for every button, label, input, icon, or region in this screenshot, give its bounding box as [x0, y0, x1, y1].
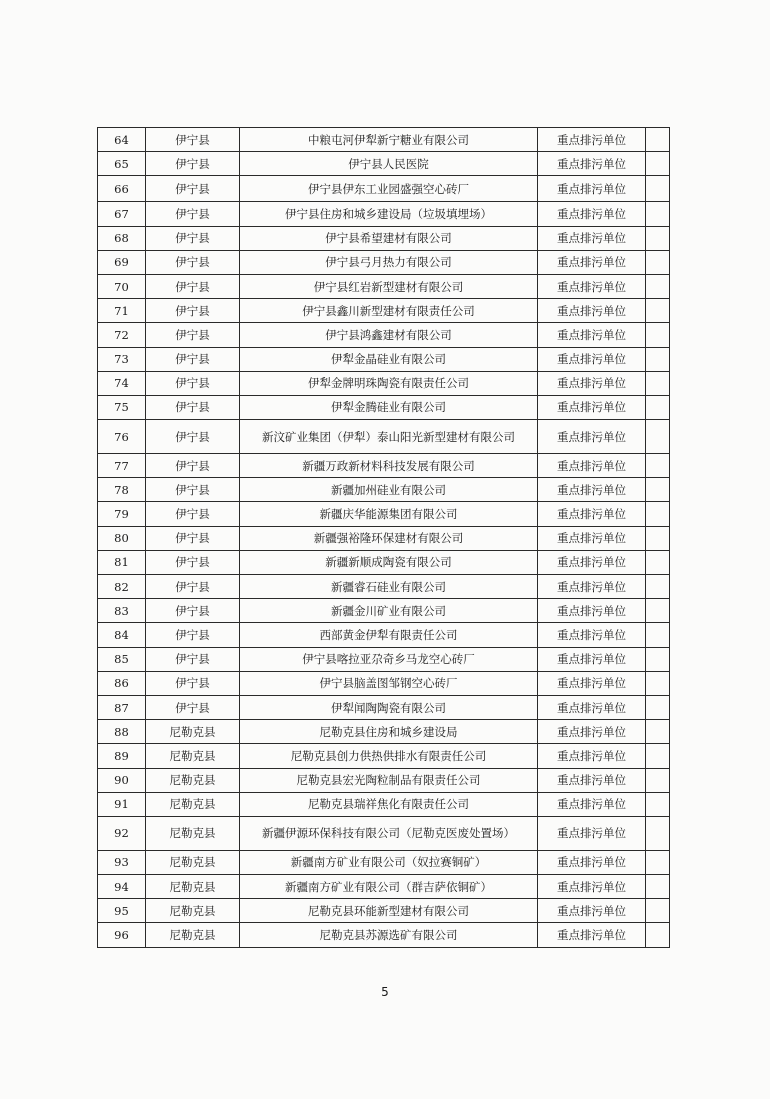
enterprise-name-cell: 新疆新顺成陶瓷有限公司 [240, 550, 538, 574]
county-cell: 伊宁县 [146, 250, 240, 274]
row-number-cell: 88 [98, 720, 146, 744]
enterprise-name-cell: 新疆南方矿业有限公司（奴拉赛铜矿） [240, 850, 538, 874]
row-number-cell: 89 [98, 744, 146, 768]
empty-cell [646, 347, 670, 371]
empty-cell [646, 526, 670, 550]
table-row [98, 202, 670, 226]
county-cell: 伊宁县 [146, 395, 240, 419]
table-row [98, 274, 670, 298]
category-cell: 重点排污单位 [538, 502, 646, 526]
row-number-cell: 81 [98, 550, 146, 574]
empty-cell [646, 128, 670, 152]
table-row [98, 454, 670, 478]
enterprise-name-cell: 伊犁金腾硅业有限公司 [240, 395, 538, 419]
empty-cell [646, 744, 670, 768]
table-row [98, 128, 670, 152]
county-cell: 伊宁县 [146, 526, 240, 550]
table-row [98, 923, 670, 947]
category-cell: 重点排污单位 [538, 720, 646, 744]
category-cell: 重点排污单位 [538, 176, 646, 202]
row-number-cell: 79 [98, 502, 146, 526]
table-row [98, 323, 670, 347]
county-cell: 伊宁县 [146, 371, 240, 395]
category-cell: 重点排污单位 [538, 575, 646, 599]
enterprise-name-cell: 新疆万政新材料科技发展有限公司 [240, 454, 538, 478]
county-cell: 伊宁县 [146, 128, 240, 152]
county-cell: 尼勒克县 [146, 875, 240, 899]
empty-cell [646, 768, 670, 792]
row-number-cell: 83 [98, 599, 146, 623]
empty-cell [646, 850, 670, 874]
county-cell: 尼勒克县 [146, 899, 240, 923]
county-cell: 尼勒克县 [146, 816, 240, 850]
enterprise-name-cell: 伊宁县红岩新型建材有限公司 [240, 274, 538, 298]
county-cell: 伊宁县 [146, 575, 240, 599]
empty-cell [646, 420, 670, 454]
table-row [98, 299, 670, 323]
row-number-cell: 69 [98, 250, 146, 274]
county-cell: 尼勒克县 [146, 850, 240, 874]
county-cell: 尼勒克县 [146, 923, 240, 947]
enterprise-name-cell: 新汶矿业集团（伊犁）泰山阳光新型建材有限公司 [240, 420, 538, 454]
enterprise-name-cell: 新疆南方矿业有限公司（群吉萨依铜矿） [240, 875, 538, 899]
category-cell: 重点排污单位 [538, 526, 646, 550]
empty-cell [646, 647, 670, 671]
table-row [98, 792, 670, 816]
category-cell: 重点排污单位 [538, 347, 646, 371]
row-number-cell: 94 [98, 875, 146, 899]
category-cell: 重点排污单位 [538, 875, 646, 899]
row-number-cell: 77 [98, 454, 146, 478]
enterprise-name-cell: 尼勒克县瑞祥焦化有限责任公司 [240, 792, 538, 816]
county-cell: 伊宁县 [146, 599, 240, 623]
empty-cell [646, 575, 670, 599]
enterprise-name-cell: 尼勒克县苏源选矿有限公司 [240, 923, 538, 947]
empty-cell [646, 875, 670, 899]
county-cell: 伊宁县 [146, 299, 240, 323]
empty-cell [646, 899, 670, 923]
row-number-cell: 71 [98, 299, 146, 323]
category-cell: 重点排污单位 [538, 226, 646, 250]
row-number-cell: 95 [98, 899, 146, 923]
row-number-cell: 64 [98, 128, 146, 152]
enterprise-name-cell: 尼勒克县环能新型建材有限公司 [240, 899, 538, 923]
row-number-cell: 68 [98, 226, 146, 250]
category-cell: 重点排污单位 [538, 792, 646, 816]
table-row [98, 152, 670, 176]
enterprise-name-cell: 尼勒克县创力供热供排水有限责任公司 [240, 744, 538, 768]
table-row [98, 623, 670, 647]
county-cell: 伊宁县 [146, 202, 240, 226]
row-number-cell: 85 [98, 647, 146, 671]
category-cell: 重点排污单位 [538, 323, 646, 347]
enterprise-name-cell: 新疆伊源环保科技有限公司（尼勒克医废处置场） [240, 816, 538, 850]
empty-cell [646, 923, 670, 947]
enterprise-name-cell: 新疆加州硅业有限公司 [240, 478, 538, 502]
county-cell: 伊宁县 [146, 454, 240, 478]
table-row [98, 575, 670, 599]
empty-cell [646, 671, 670, 695]
table-row [98, 176, 670, 202]
enterprise-name-cell: 伊宁县脑盖图邹钢空心砖厂 [240, 671, 538, 695]
enterprise-name-cell: 伊宁县鸿鑫建材有限公司 [240, 323, 538, 347]
empty-cell [646, 395, 670, 419]
row-number-cell: 65 [98, 152, 146, 176]
enterprise-name-cell: 伊宁县喀拉亚尕奇乡马龙空心砖厂 [240, 647, 538, 671]
category-cell: 重点排污单位 [538, 202, 646, 226]
category-cell: 重点排污单位 [538, 550, 646, 574]
table-row [98, 816, 670, 850]
enterprise-table [97, 127, 670, 948]
empty-cell [646, 623, 670, 647]
county-cell: 伊宁县 [146, 671, 240, 695]
table-row [98, 647, 670, 671]
row-number-cell: 96 [98, 923, 146, 947]
empty-cell [646, 323, 670, 347]
county-cell: 伊宁县 [146, 347, 240, 371]
county-cell: 伊宁县 [146, 502, 240, 526]
row-number-cell: 80 [98, 526, 146, 550]
enterprise-name-cell: 伊宁县住房和城乡建设局（垃圾填埋场） [240, 202, 538, 226]
category-cell: 重点排污单位 [538, 768, 646, 792]
empty-cell [646, 816, 670, 850]
empty-cell [646, 152, 670, 176]
county-cell: 伊宁县 [146, 647, 240, 671]
empty-cell [646, 299, 670, 323]
category-cell: 重点排污单位 [538, 647, 646, 671]
enterprise-table-body [98, 128, 670, 948]
row-number-cell: 91 [98, 792, 146, 816]
table-row [98, 720, 670, 744]
county-cell: 伊宁县 [146, 274, 240, 298]
table-row [98, 347, 670, 371]
row-number-cell: 75 [98, 395, 146, 419]
category-cell: 重点排污单位 [538, 478, 646, 502]
empty-cell [646, 371, 670, 395]
empty-cell [646, 792, 670, 816]
category-cell: 重点排污单位 [538, 454, 646, 478]
county-cell: 伊宁县 [146, 323, 240, 347]
category-cell: 重点排污单位 [538, 250, 646, 274]
county-cell: 尼勒克县 [146, 720, 240, 744]
county-cell: 伊宁县 [146, 550, 240, 574]
empty-cell [646, 226, 670, 250]
county-cell: 伊宁县 [146, 176, 240, 202]
enterprise-name-cell: 新疆金川矿业有限公司 [240, 599, 538, 623]
empty-cell [646, 202, 670, 226]
row-number-cell: 73 [98, 347, 146, 371]
category-cell: 重点排污单位 [538, 152, 646, 176]
row-number-cell: 74 [98, 371, 146, 395]
empty-cell [646, 720, 670, 744]
county-cell: 伊宁县 [146, 152, 240, 176]
category-cell: 重点排污单位 [538, 850, 646, 874]
row-number-cell: 92 [98, 816, 146, 850]
category-cell: 重点排污单位 [538, 623, 646, 647]
empty-cell [646, 454, 670, 478]
enterprise-name-cell: 尼勒克县宏光陶粒制品有限责任公司 [240, 768, 538, 792]
category-cell: 重点排污单位 [538, 128, 646, 152]
enterprise-name-cell: 伊犁闻陶陶瓷有限公司 [240, 695, 538, 719]
table-row [98, 395, 670, 419]
table-row [98, 478, 670, 502]
enterprise-name-cell: 伊宁县人民医院 [240, 152, 538, 176]
table-row [98, 502, 670, 526]
table-row [98, 226, 670, 250]
row-number-cell: 67 [98, 202, 146, 226]
county-cell: 伊宁县 [146, 695, 240, 719]
enterprise-name-cell: 中粮屯河伊犁新宁糖业有限公司 [240, 128, 538, 152]
empty-cell [646, 695, 670, 719]
empty-cell [646, 599, 670, 623]
empty-cell [646, 478, 670, 502]
category-cell: 重点排污单位 [538, 420, 646, 454]
table-row [98, 875, 670, 899]
county-cell: 尼勒克县 [146, 768, 240, 792]
row-number-cell: 70 [98, 274, 146, 298]
row-number-cell: 93 [98, 850, 146, 874]
enterprise-name-cell: 伊宁县希望建材有限公司 [240, 226, 538, 250]
table-row [98, 526, 670, 550]
county-cell: 伊宁县 [146, 420, 240, 454]
enterprise-name-cell: 尼勒克县住房和城乡建设局 [240, 720, 538, 744]
category-cell: 重点排污单位 [538, 599, 646, 623]
category-cell: 重点排污单位 [538, 671, 646, 695]
category-cell: 重点排污单位 [538, 899, 646, 923]
empty-cell [646, 550, 670, 574]
category-cell: 重点排污单位 [538, 274, 646, 298]
row-number-cell: 86 [98, 671, 146, 695]
county-cell: 伊宁县 [146, 478, 240, 502]
enterprise-name-cell: 西部黄金伊犁有限责任公司 [240, 623, 538, 647]
category-cell: 重点排污单位 [538, 744, 646, 768]
table-row [98, 899, 670, 923]
category-cell: 重点排污单位 [538, 923, 646, 947]
enterprise-name-cell: 伊犁金牌明珠陶瓷有限责任公司 [240, 371, 538, 395]
category-cell: 重点排污单位 [538, 371, 646, 395]
category-cell: 重点排污单位 [538, 395, 646, 419]
table-row [98, 550, 670, 574]
enterprise-name-cell: 伊宁县伊东工业园盛强空心砖厂 [240, 176, 538, 202]
table-row [98, 695, 670, 719]
category-cell: 重点排污单位 [538, 299, 646, 323]
row-number-cell: 72 [98, 323, 146, 347]
county-cell: 伊宁县 [146, 226, 240, 250]
row-number-cell: 84 [98, 623, 146, 647]
table-row [98, 850, 670, 874]
enterprise-name-cell: 伊犁金晶硅业有限公司 [240, 347, 538, 371]
enterprise-name-cell: 伊宁县弓月热力有限公司 [240, 250, 538, 274]
enterprise-name-cell: 新疆强裕隆环保建材有限公司 [240, 526, 538, 550]
empty-cell [646, 176, 670, 202]
county-cell: 尼勒克县 [146, 792, 240, 816]
row-number-cell: 76 [98, 420, 146, 454]
page-number: 5 [381, 985, 389, 999]
category-cell: 重点排污单位 [538, 695, 646, 719]
table-row [98, 371, 670, 395]
category-cell: 重点排污单位 [538, 816, 646, 850]
county-cell: 尼勒克县 [146, 744, 240, 768]
empty-cell [646, 250, 670, 274]
table-row [98, 671, 670, 695]
table-row [98, 744, 670, 768]
enterprise-name-cell: 新疆睿石硅业有限公司 [240, 575, 538, 599]
enterprise-name-cell: 伊宁县鑫川新型建材有限责任公司 [240, 299, 538, 323]
row-number-cell: 90 [98, 768, 146, 792]
empty-cell [646, 274, 670, 298]
county-cell: 伊宁县 [146, 623, 240, 647]
table-row [98, 599, 670, 623]
table-row [98, 250, 670, 274]
enterprise-name-cell: 新疆庆华能源集团有限公司 [240, 502, 538, 526]
table-row [98, 768, 670, 792]
row-number-cell: 82 [98, 575, 146, 599]
empty-cell [646, 502, 670, 526]
table-row [98, 420, 670, 454]
row-number-cell: 66 [98, 176, 146, 202]
row-number-cell: 87 [98, 695, 146, 719]
row-number-cell: 78 [98, 478, 146, 502]
